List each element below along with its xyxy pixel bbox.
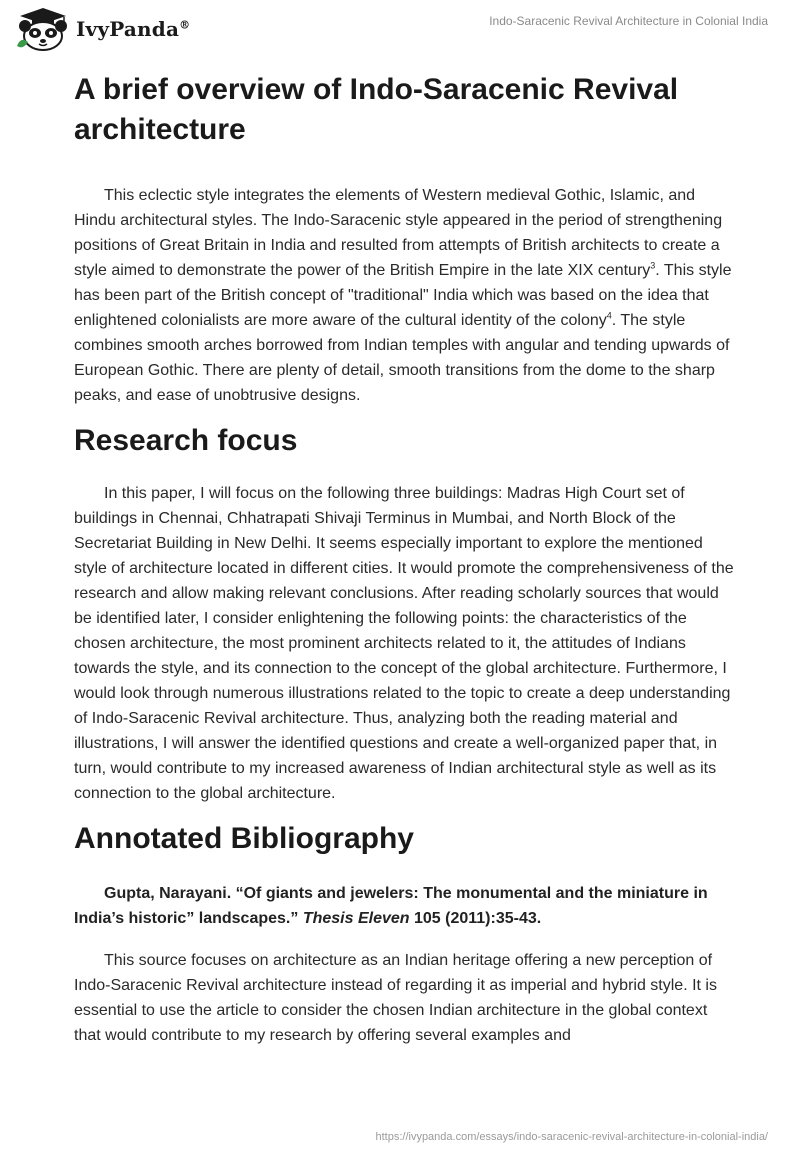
running-title: Indo-Saracenic Revival Architecture in Colonial India	[489, 14, 768, 28]
footnote-3[interactable]: 3	[650, 260, 656, 271]
citation-entry: Gupta, Narayani. “Of giants and jewelers: The monumental and the miniature in India’s historic” landscapes.” Thesis Eleven 105 (2011):35-43.	[74, 885, 708, 927]
journal-title: Thesis Eleven	[302, 910, 410, 927]
essay-body	[74, 70, 734, 1048]
research-heading: Research focus	[74, 424, 298, 457]
overview-heading: A brief overview of Indo-Saracenic Revival architecture	[74, 73, 679, 146]
overview-paragraph: This eclectic style integrates the elements of Western medieval Gothic, Islamic, and Hindu architectural styles. The Indo-Saracenic style appeared in the period of strengthening positions of Great Britain in India and resulted from attempts of British architects to create a style aimed to demonstrate the power of the British Empire in the late XIX century$^3$. This style has been part of the British concept of "traditional" India which was based on the idea that enlightened colonialists are more aware of the cultural identity of the colony$^4$. The style combines smooth arches borrowed from Indian temples with angular and tending upwards of European Gothic. There are plenty of detail, smooth transitions from the dome to the sharp peaks, and ease of unobtrusive designs.	[74, 187, 732, 404]
footnote-4[interactable]: 4	[606, 310, 612, 321]
annotation-paragraph: This source focuses on architecture as an Indian heritage offering a new perception of Indo-Saracenic Revival architecture instead of regarding it as imperial and hybrid style. It is essential to use the article to consider the chosen Indian architecture in the global context that would contribute to my research by offering several examples and	[74, 952, 717, 1044]
footer-url-link[interactable]: https://ivypanda.com/essays/indo-saracenic-revival-architecture-in-colonial-india/	[375, 1131, 768, 1143]
brand-logo[interactable]	[14, 6, 190, 52]
brand-name: IvyPanda®	[76, 17, 191, 41]
page-header	[0, 0, 800, 60]
bibliography-heading: Annotated Bibliography	[74, 822, 414, 855]
research-paragraph: In this paper, I will focus on the following three buildings: Madras High Court set of buildings in Chennai, Chhatrapati Shivaji Terminus in Mumbai, and North Block of the Secretariat Building in New Delhi. It seems especially important to explore the mentioned style of architecture located in different cities. It would promote the comprehensiveness of the research and allow making relevant conclusions. After reading scholarly sources that would be identified later, I consider enlightening the following points: the characteristics of the chosen architecture, the most prominent architects related to it, the attitudes of Indians towards the style, and its connection to the concept of the global architecture. Furthermore, I would look through numerous illustrations related to the topic to create a deep understanding of Indo-Saracenic Revival architecture. Thus, analyzing both the reading material and illustrations, I will answer the identified questions and create a well-organized paper that, in turn, would contribute to my increased awareness of Indian architectural style as well as its connection to the global architecture.	[74, 485, 734, 802]
panda-mascot-icon	[14, 6, 72, 52]
